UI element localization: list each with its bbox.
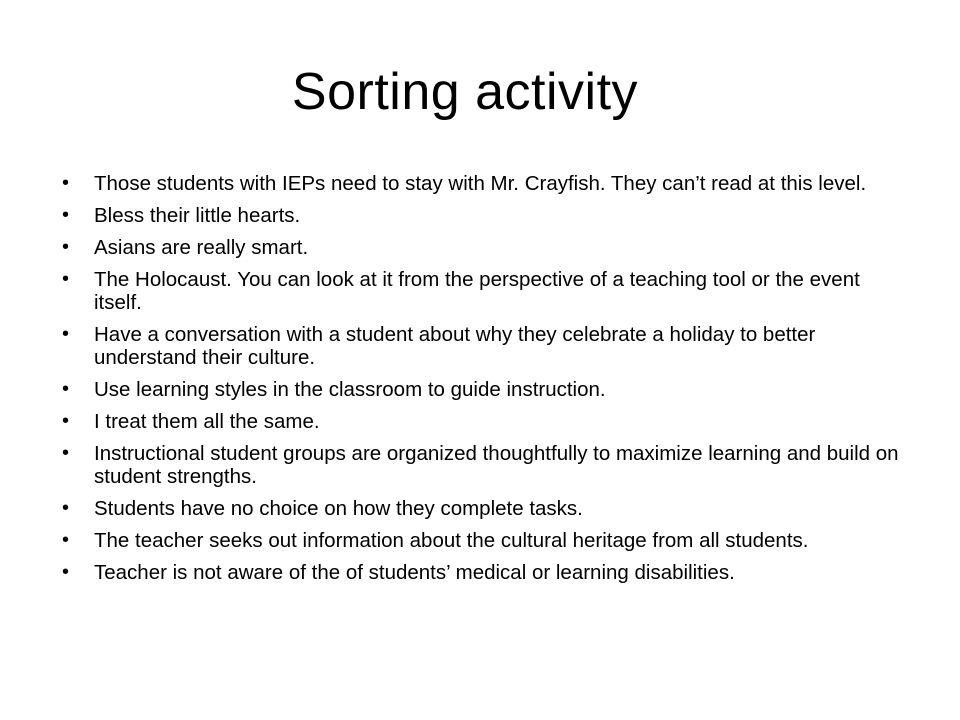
bullet-icon: • xyxy=(62,172,70,194)
list-item xyxy=(62,497,910,520)
bullet-text: The Holocaust. You can look at it from the perspective of a teaching tool or the event itself. xyxy=(94,268,860,314)
list-item xyxy=(62,172,910,195)
bullet-icon: • xyxy=(62,529,70,551)
bullet-text: The teacher seeks out information about the cultural heritage from all students. xyxy=(94,529,809,552)
bullet-icon: • xyxy=(62,268,70,290)
bullet-icon: • xyxy=(62,561,70,583)
bullet-icon: • xyxy=(62,236,70,258)
list-item xyxy=(62,236,910,259)
list-item xyxy=(62,378,910,401)
bullet-icon: • xyxy=(62,204,70,226)
slide-title: Sorting activity xyxy=(291,63,639,121)
bullet-text: Students have no choice on how they complete tasks. xyxy=(94,497,583,520)
list-item xyxy=(62,204,910,227)
bullet-icon: • xyxy=(62,410,70,432)
bullet-text: Use learning styles in the classroom to guide instruction. xyxy=(94,378,606,401)
bullet-list xyxy=(62,172,910,593)
list-item xyxy=(62,323,910,369)
bullet-text: I treat them all the same. xyxy=(94,410,320,433)
list-item xyxy=(62,442,910,488)
list-item xyxy=(62,561,910,584)
bullet-text: Have a conversation with a student about why they celebrate a holiday to better understand their culture. xyxy=(94,323,816,369)
bullet-text: Asians are really smart. xyxy=(94,236,309,259)
list-item xyxy=(62,529,910,552)
list-item xyxy=(62,410,910,433)
bullet-icon: • xyxy=(62,442,70,464)
bullet-icon: • xyxy=(62,378,70,400)
bullet-text: Bless their little hearts. xyxy=(94,204,301,227)
bullet-text: Teacher is not aware of the of students’ medical or learning disabilities. xyxy=(94,561,735,584)
bullet-icon: • xyxy=(62,323,70,345)
bullet-text: Those students with IEPs need to stay with Mr. Crayfish. They can’t read at this level. xyxy=(94,172,867,195)
list-item xyxy=(62,268,910,314)
bullet-icon: • xyxy=(62,497,70,519)
bullet-text: Instructional student groups are organized thoughtfully to maximize learning and build on student strengths. xyxy=(94,442,899,488)
